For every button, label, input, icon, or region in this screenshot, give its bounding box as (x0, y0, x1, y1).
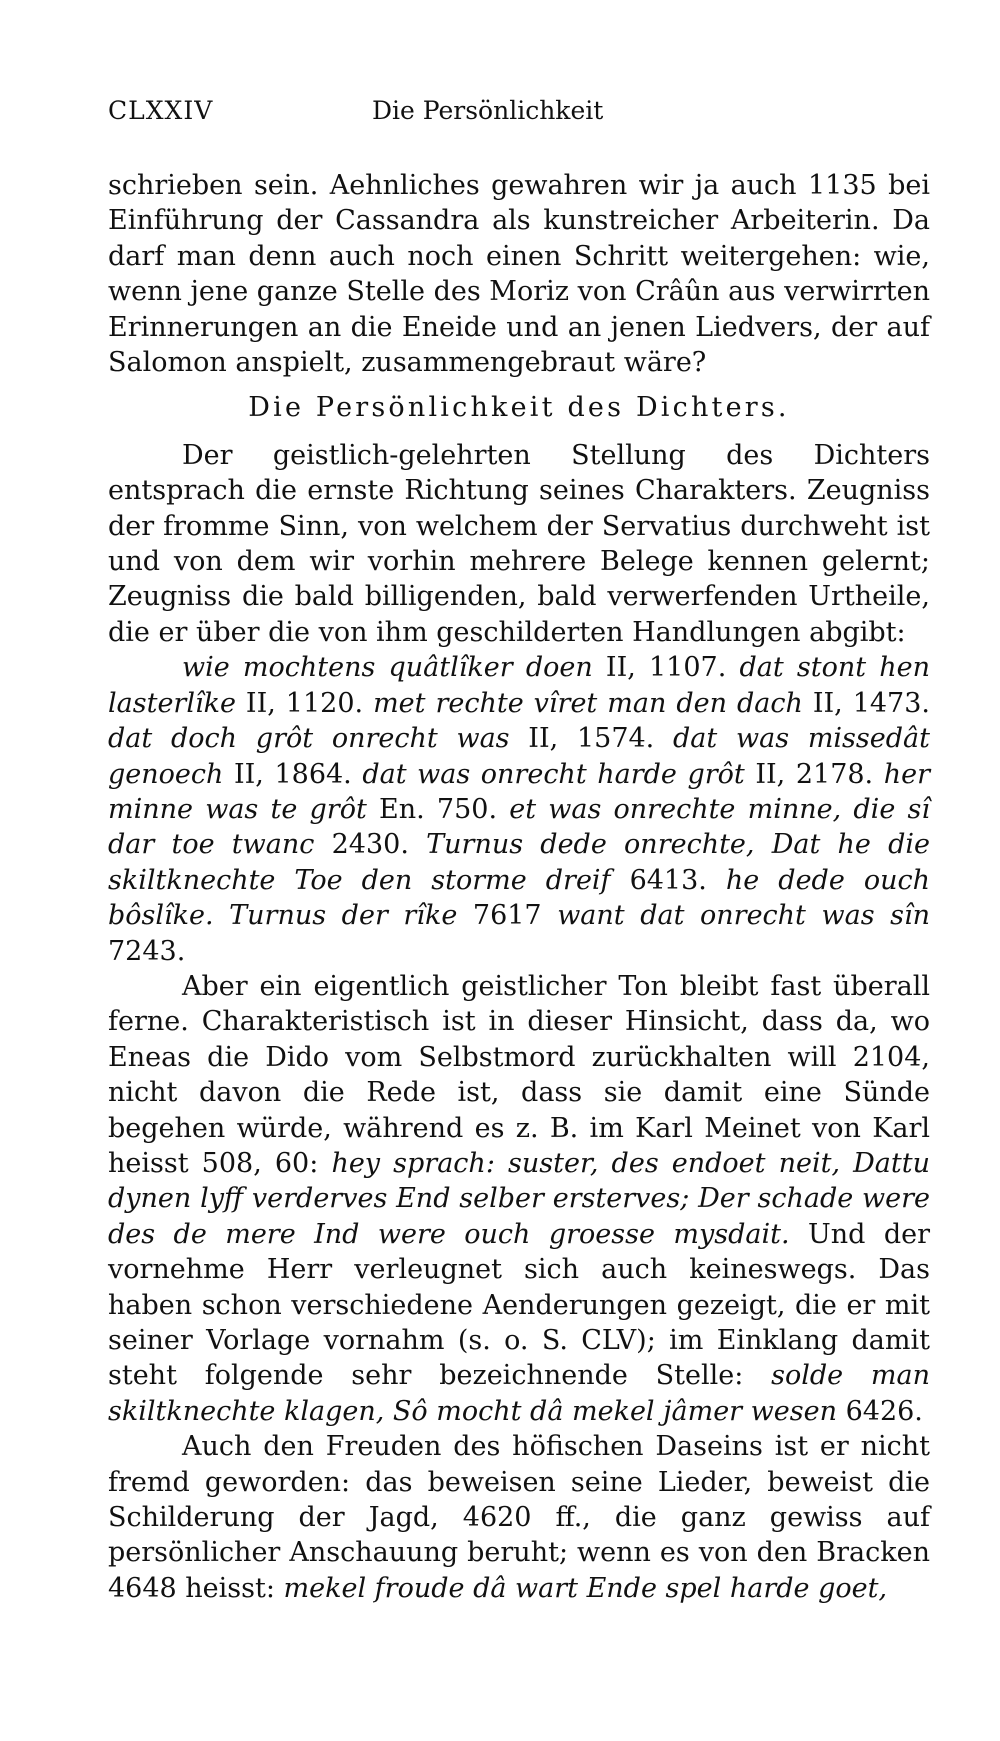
quotation: dat was missedât genoech (108, 723, 930, 790)
paragraph-2-text: Der geistlich-gelehrten Stellung des Dichters entsprach die ernste Richtung seines Charakters. Zeugniss der fromme Sinn, von welchem der Servatius durchweht ist und von dem wir vorhin mehrere Belege kennen gelernt; Zeugniss die bald billigenden, bald verwerfenden Urtheile, die er über die von ihm geschilderten Handlungen abgibt: (108, 439, 930, 648)
reference: En. 750. (366, 793, 510, 825)
paragraph-3-text: Aber ein eigentlich geistlicher Ton bleibt fast überall ferne. Charakteristisch ist in dieser Hinsicht, dass da, wo Eneas die Dido vom Selbstmord zurückhalten will 2104, nicht davon die Rede ist, dass sie damit eine Sünde begehen würde, während es z. B. im Karl Meinet von Karl heisst 508, 60: (108, 970, 930, 1179)
quotation: want dat onrecht was sîn (557, 900, 931, 932)
quotation: dat was onrecht harde grôt (362, 758, 745, 790)
quotation: her minne was te grôt (108, 758, 930, 825)
paragraph-4-text: Auch den Freuden des höfischen Daseins ist er nicht fremd geworden: das beweisen seine Lieder, beweist die Schilderung der Jagd, 4620 ff., die ganz gewiss auf persönlicher Anschauung beruht; wenn es von den Bracken 4648 heisst: (108, 1431, 930, 1604)
reference: II, 2178. (744, 758, 884, 790)
quotation: dat doch grôt onrecht was (108, 723, 510, 755)
paragraph-3 (108, 969, 930, 1429)
paragraph-2 (108, 438, 930, 969)
quotation: solde man skiltknechte klagen, Sô mocht dâ mekel jâmer wesen (108, 1360, 930, 1427)
reference: 6426. (837, 1395, 923, 1427)
reference: II, 1574. (509, 723, 674, 755)
quotation: he dede ouch bôslîke. Turnus der rîke (108, 864, 930, 932)
main-text (108, 168, 930, 1606)
quotation: hey sprach: suster, des endoet neit, Dattu dynen lyff verderves End selber ersterves; Der schade were des de mere Ind were ouch groesse mysdait. (108, 1147, 930, 1250)
quotation: met rechte vîret man den dach (373, 687, 803, 719)
folio-number: CLXXIV (108, 96, 214, 125)
quotation: mekel froude dâ wart Ende spel harde goet, (283, 1572, 888, 1604)
quotation: wie mochtens quâtlîker doen (182, 652, 593, 684)
quotation: Turnus dede onrechte, Dat he die skiltknechte Toe den storme dreif (108, 829, 931, 896)
reference: II, 1473. (802, 687, 930, 719)
reference: 7243. (108, 935, 186, 967)
paragraph-1-text: schrieben sein. Aehnliches gewahren wir ja auch 1135 bei Einführung der Cassandra als kunstreicher Arbeiterin. Da darf man denn auch noch einen Schritt weitergehen: wie, wenn jene ganze Stelle des Moriz von Crâûn aus verwirrten Erinnerungen an die Eneide und an jenen Liedvers, der auf Salomon anspielt, zusammengebraut wäre? (108, 170, 930, 379)
paragraph-3-text: Und der vornehme Herr verleugnet sich auch keineswegs. Das haben schon verschiedene Aenderungen gezeigt, die er mit seiner Vorlage vornahm (s. o. S. CLV); im Einklang damit steht folgende sehr bezeichnende Stelle: (108, 1218, 931, 1392)
paragraph-1 (108, 168, 930, 380)
paragraph-4 (108, 1429, 930, 1606)
reference: 6413. (610, 864, 726, 896)
reference: 2430. (314, 829, 427, 861)
running-title: Die Persönlichkeit (372, 96, 604, 125)
reference: 7617 (457, 900, 558, 932)
section-heading: Die Persönlichkeit des Dichters. (248, 392, 790, 424)
reference: II, 1120. (235, 687, 374, 719)
reference: II, 1864. (223, 758, 363, 790)
reference: II, 1107. (592, 652, 740, 684)
page-header (108, 96, 798, 136)
quotation: et was onrechte minne, die sî dar toe twanc (108, 793, 930, 861)
quotation: dat stont hen lasterlîke (108, 652, 930, 719)
